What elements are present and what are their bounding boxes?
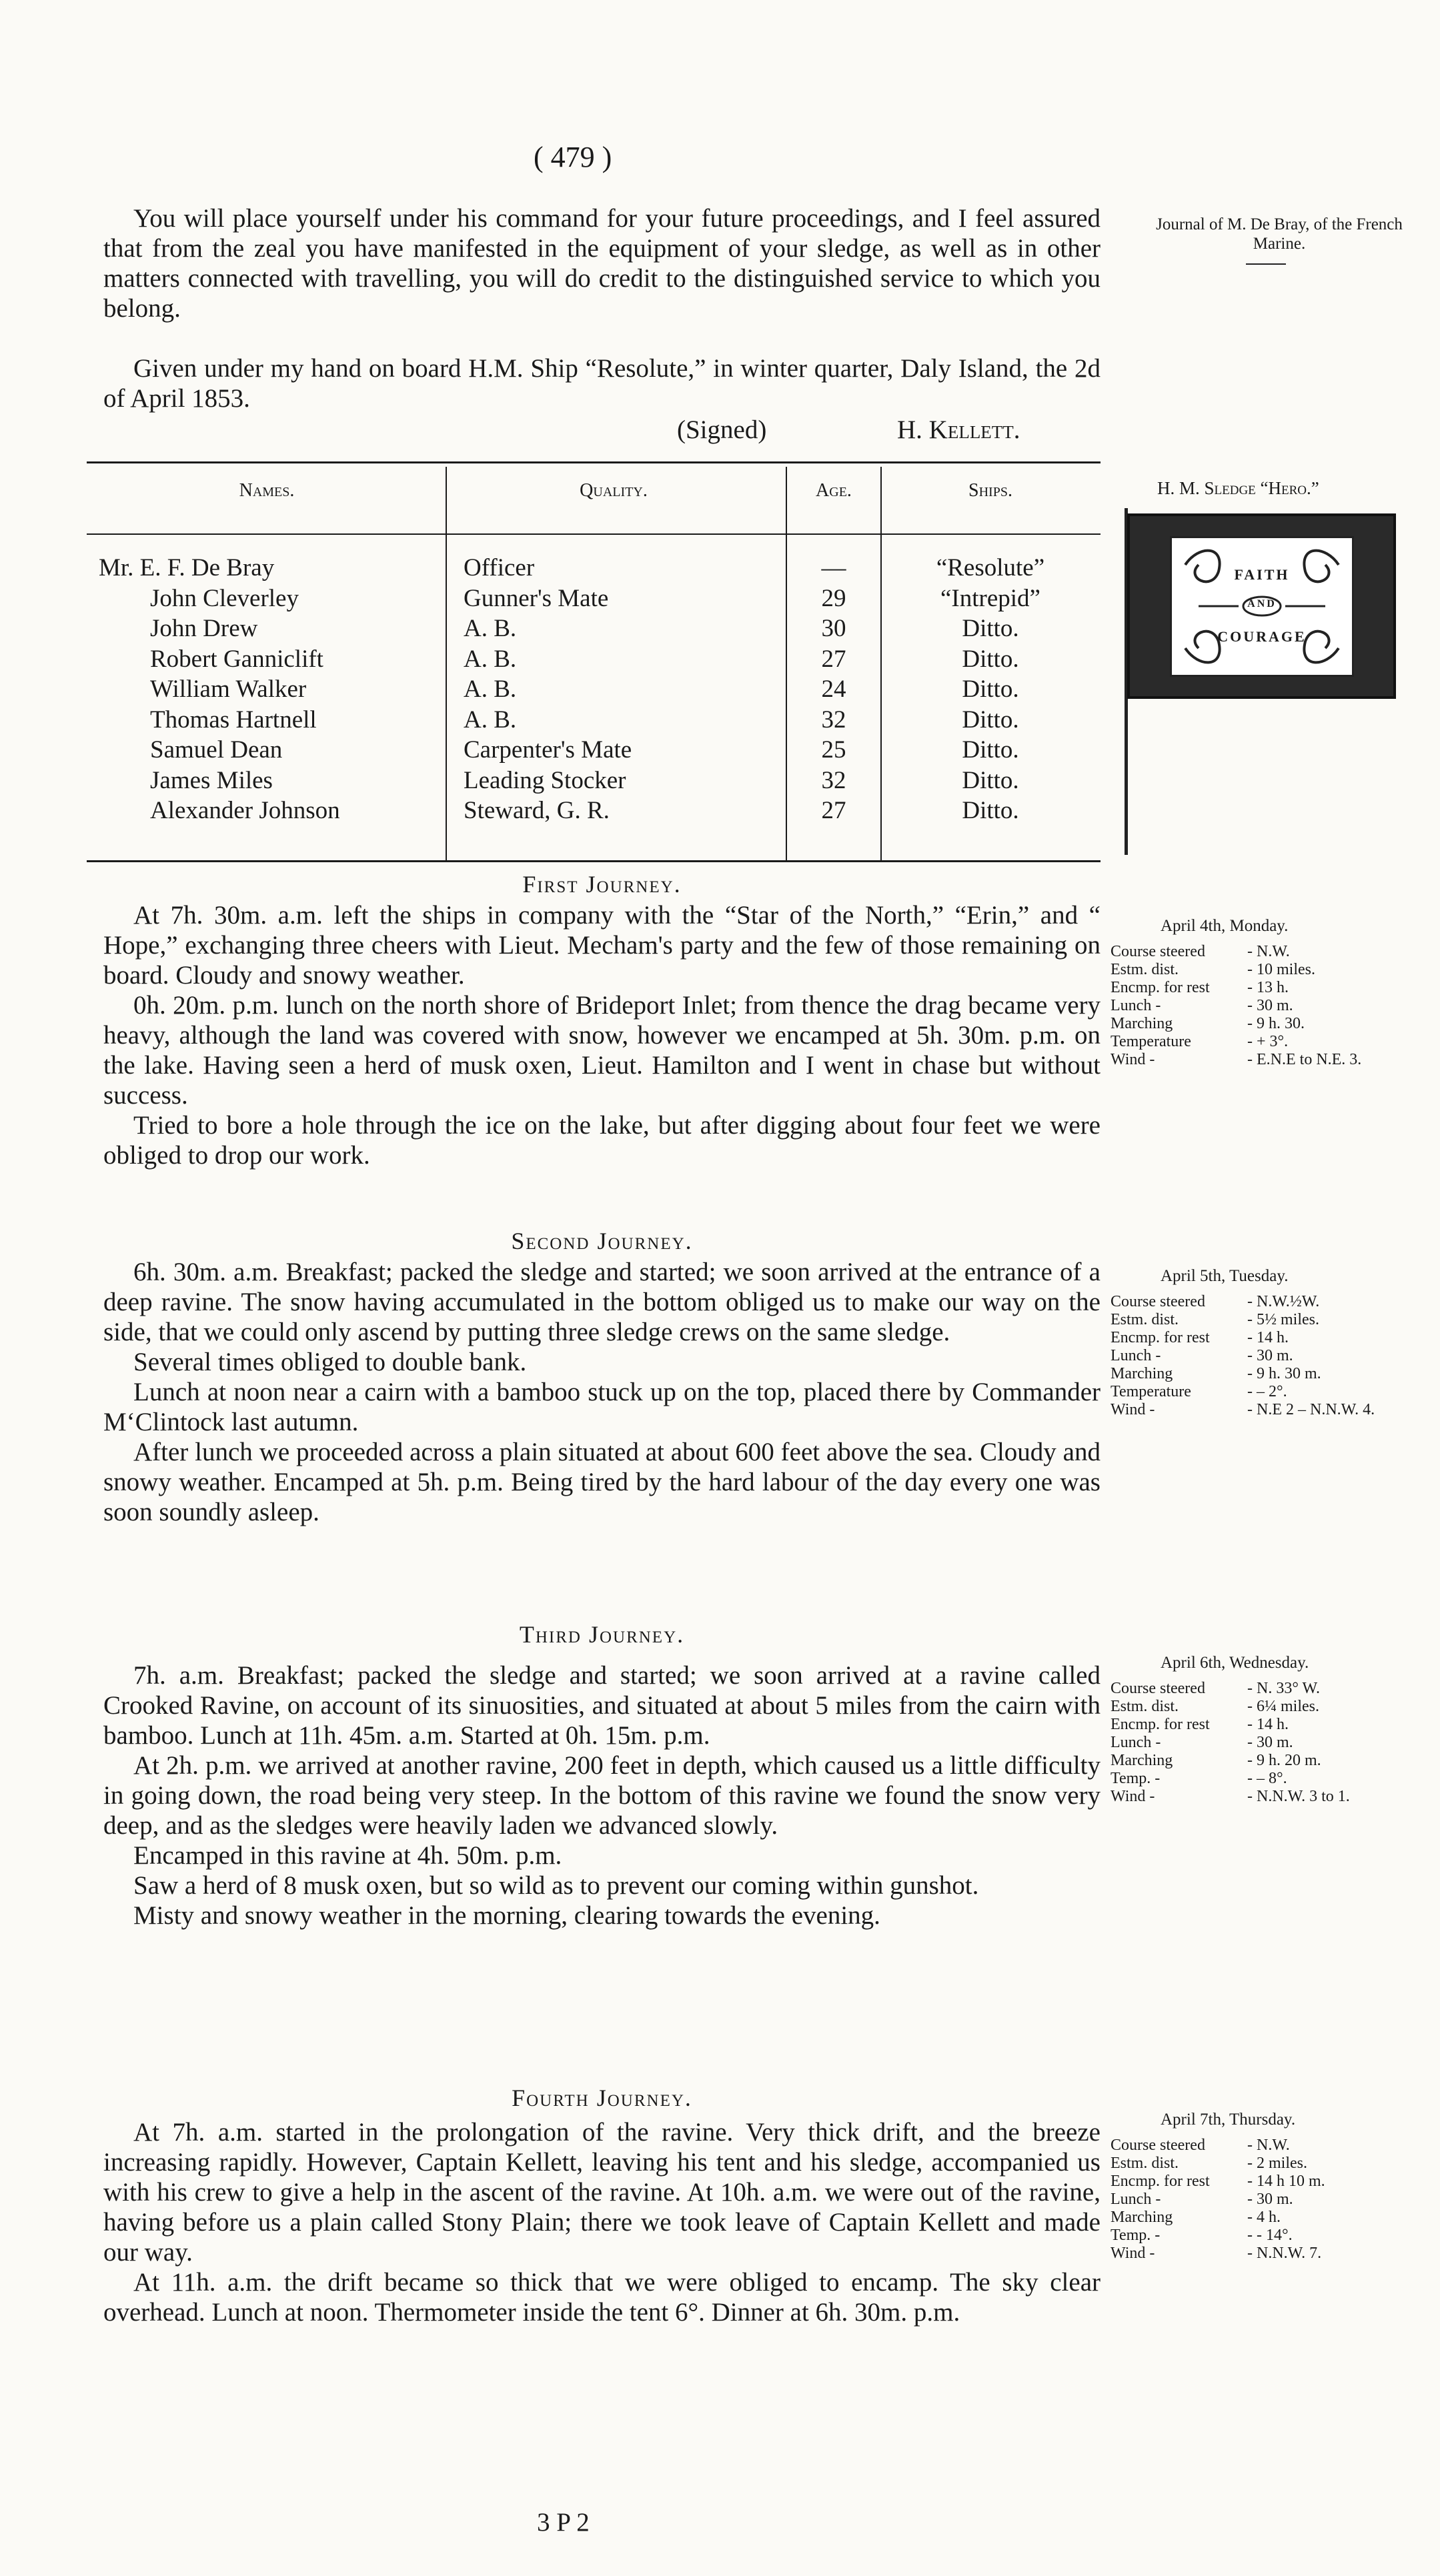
log-entry <box>1111 1365 1375 1383</box>
table-header-rule <box>87 533 1101 535</box>
log-entry-value: - 30 m. <box>1247 1347 1293 1364</box>
log-entry <box>1111 979 1361 997</box>
journey-2-para-3: Lunch at noon near a cairn with a bamboo stuck up on the top, placed there by Commander M‘Clintock last autumn. <box>103 1378 1101 1436</box>
col-header-names: Names. <box>239 480 295 501</box>
log-entry-value: - + 3°. <box>1247 1033 1289 1050</box>
crew-age: 30 <box>821 615 846 642</box>
log-entry-value: - 30 m. <box>1247 997 1293 1014</box>
margin-journal-title: Journal of M. De Bray, of the French Marine. <box>1156 215 1403 253</box>
log-entry-label: Course steered <box>1111 1680 1205 1697</box>
log-entry-label: Estm. dist. <box>1111 2155 1179 2172</box>
log-entry-label: Marching <box>1111 2209 1173 2226</box>
journey-3-para-3: Encamped in this ravine at 4h. 50m. p.m. <box>133 1841 562 1870</box>
journey-1-title: First Journey. <box>522 871 682 898</box>
journey-3-para-5: Misty and snowy weather in the morning, clearing towards the evening. <box>133 1901 880 1930</box>
log-entry-value: - 9 h. 30 m. <box>1247 1365 1321 1382</box>
signed-label: (Signed) <box>677 415 767 444</box>
log-entry <box>1111 2191 1325 2209</box>
log-entry-label: Temp. - <box>1111 2227 1161 2244</box>
log-entry <box>1111 1383 1375 1401</box>
log-entry-label: Lunch - <box>1111 2191 1161 2208</box>
sledge-label: H. M. Sledge “Hero.” <box>1157 478 1319 498</box>
log-entry <box>1111 1788 1350 1806</box>
log-date: April 4th, Monday. <box>1161 917 1289 935</box>
log-entry <box>1111 943 1361 961</box>
log-entry-value: - – 2°. <box>1247 1383 1287 1400</box>
journey-1-log <box>1111 917 1361 1069</box>
log-entry-value: - N.W. <box>1247 943 1290 960</box>
log-entry-value: - 14 h. <box>1247 1329 1289 1346</box>
log-date: April 7th, Thursday. <box>1161 2111 1296 2129</box>
journey-3-log <box>1111 1654 1350 1806</box>
log-entry <box>1111 2245 1325 2263</box>
journey-1-para-3: Tried to bore a hole through the ice on the lake, but after digging about four feet we were obliged to drop our work. <box>103 1111 1101 1170</box>
log-entry-value: - 5½ miles. <box>1247 1311 1319 1328</box>
log-entry <box>1111 1752 1350 1770</box>
log-entry <box>1111 1347 1375 1365</box>
log-entry-value: - 9 h. 20 m. <box>1247 1752 1321 1769</box>
flag-text-and: AND <box>1247 598 1277 609</box>
log-entry <box>1111 1311 1375 1329</box>
log-date: April 5th, Tuesday. <box>1161 1267 1289 1285</box>
crew-quality: A. B. <box>464 615 517 642</box>
log-entry <box>1111 1716 1350 1734</box>
log-entry <box>1111 997 1361 1015</box>
log-entry <box>1111 1051 1361 1069</box>
log-entry <box>1111 2173 1325 2191</box>
journey-2-para-4: After lunch we proceeded across a plain situated at about 600 feet above the sea. Cloudy and snowy weather. Encamped at 5h. p.m. Being tired by the hard labour of the day every one was soon soundly asleep. <box>103 1438 1101 1526</box>
intro-paragraph: You will place yourself under his command for your future proceedings, and I feel assured that from the zeal you have manifested in the equipment of your sledge, as well as in other matters connected with travelling, you will do credit to the distinguished service to which you belong. <box>103 204 1101 323</box>
journey-4-log <box>1111 2111 1325 2263</box>
journey-3-title: Third Journey. <box>519 1621 685 1648</box>
crew-quality: A. B. <box>464 706 517 734</box>
log-entry-value: - 2 miles. <box>1247 2155 1307 2172</box>
log-entry-value: - N. 33° W. <box>1247 1680 1320 1697</box>
crew-quality: Officer <box>464 554 535 581</box>
log-entry-value: - – 8°. <box>1247 1770 1287 1787</box>
log-entry-value: - 13 h. <box>1247 979 1289 996</box>
crew-name: William Walker <box>150 676 307 703</box>
log-entry-label: Course steered <box>1111 943 1205 960</box>
log-entry <box>1111 1734 1350 1752</box>
log-entry-value: - 14 h. <box>1247 1716 1289 1733</box>
log-entry <box>1111 1770 1350 1788</box>
log-entry <box>1111 1329 1375 1347</box>
signature-name: H. Kellett. <box>897 415 1020 444</box>
log-entry-label: Marching <box>1111 1365 1173 1382</box>
log-entry <box>1111 2137 1325 2155</box>
journey-3-para-4: Saw a herd of 8 musk oxen, but so wild as to prevent our coming within gunshot. <box>133 1871 979 1900</box>
crew-name: Alexander Johnson <box>150 797 340 824</box>
log-entry <box>1111 1293 1375 1311</box>
crew-quality: Leading Stocker <box>464 766 626 794</box>
journey-2-title: Second Journey. <box>511 1228 693 1254</box>
log-entry-label: Marching <box>1111 1752 1173 1769</box>
crew-ship: “Intrepid” <box>940 584 1040 612</box>
crew-name: John Cleverley <box>150 584 299 612</box>
log-entry <box>1111 2227 1325 2245</box>
crew-ship: Ditto. <box>962 706 1019 734</box>
crew-age: 27 <box>821 797 846 824</box>
flag-text-courage: COURAGE <box>1217 628 1307 645</box>
signature-mark: 3 P 2 <box>537 2508 590 2537</box>
crew-age: 29 <box>821 584 846 612</box>
journey-4-para-1: At 7h. a.m. started in the prolongation of the ravine. Very thick drift, and the breeze increasing rapidly. However, Captain Kellett, leaving his tent and his sledge, accompanied us with his crew to give a help in the ascent of the ravine. At 10h. a.m. we were out of the ravine, having before us a plain called Stony Plain; there we took leave of Captain Kellett and made our way. <box>103 2118 1101 2267</box>
table-bottom-rule <box>87 860 1101 862</box>
log-entry <box>1111 961 1361 979</box>
journey-2-body <box>103 1257 1101 1527</box>
log-entry-label: Temperature <box>1111 1033 1191 1050</box>
crew-age: — <box>821 554 846 581</box>
log-entry-value: - N.W. <box>1247 2137 1290 2154</box>
log-entry-label: Wind - <box>1111 2245 1155 2262</box>
log-entry <box>1111 1033 1361 1051</box>
log-entry-label: Course steered <box>1111 2137 1205 2154</box>
crew-name: Mr. E. F. De Bray <box>99 554 275 581</box>
crew-age: 27 <box>821 645 846 673</box>
log-entry-value: - N.N.W. 3 to 1. <box>1247 1788 1350 1805</box>
crew-age: 25 <box>821 736 846 764</box>
log-entry-label: Temperature <box>1111 1383 1191 1400</box>
crew-ship: Ditto. <box>962 766 1019 794</box>
journey-4-title: Fourth Journey. <box>512 2085 692 2111</box>
crew-quality: Gunner's Mate <box>464 584 609 612</box>
log-entry-label: Lunch - <box>1111 1347 1161 1364</box>
journey-1-body <box>103 900 1101 1170</box>
log-entry-value: - - 14°. <box>1247 2227 1293 2244</box>
log-entry-label: Wind - <box>1111 1051 1155 1068</box>
given-paragraph: Given under my hand on board H.M. Ship “Resolute,” in winter quarter, Daly Island, the 2d of April 1853. <box>103 354 1101 413</box>
crew-quality: Carpenter's Mate <box>464 736 632 764</box>
log-entry <box>1111 1698 1350 1716</box>
crew-age: 32 <box>821 766 846 794</box>
flag-panel <box>1170 536 1354 677</box>
log-entry-value: - 14 h 10 m. <box>1247 2173 1325 2190</box>
log-entry-label: Wind - <box>1111 1401 1155 1418</box>
crew-quality: Steward, G. R. <box>464 797 610 824</box>
log-entry-label: Encmp. for rest <box>1111 2173 1210 2190</box>
crew-age: 32 <box>821 706 846 734</box>
crew-ship: Ditto. <box>962 676 1019 703</box>
crew-ship: Ditto. <box>962 797 1019 824</box>
col-header-quality: Quality. <box>580 480 648 501</box>
log-entry-label: Lunch - <box>1111 997 1161 1014</box>
crew-age: 24 <box>821 676 846 703</box>
log-entry-value: - N.E 2 – N.N.W. 4. <box>1247 1401 1375 1418</box>
log-entry <box>1111 2209 1325 2227</box>
page-number: ( 479 ) <box>534 141 612 173</box>
log-entry-label: Lunch - <box>1111 1734 1161 1751</box>
col-header-age: Age. <box>816 480 852 501</box>
log-entry-label: Estm. dist. <box>1111 961 1179 978</box>
log-entry-label: Estm. dist. <box>1111 1311 1179 1328</box>
margin-title-rule <box>1246 263 1286 265</box>
log-entry-value: - N.N.W. 7. <box>1247 2245 1322 2262</box>
journey-2-para-2: Several times obliged to double bank. <box>133 1348 527 1376</box>
sledge-flag <box>1127 513 1396 699</box>
flag-text-faith: FAITH <box>1234 566 1290 583</box>
journey-4-para-2: At 11h. a.m. the drift became so thick that we were obliged to encamp. The sky clear overhead. Lunch at noon. Thermometer inside the tent 6°. Dinner at 6h. 30m. p.m. <box>103 2268 1101 2327</box>
crew-quality: A. B. <box>464 645 517 673</box>
journey-3-para-2: At 2h. p.m. we arrived at another ravine, 200 feet in depth, which caused us a little difficulty in going down, the road being very steep. In the bottom of this ravine we found the snow very deep, and as the sledges were heavily laden we advanced slowly. <box>103 1751 1101 1840</box>
table-top-rule <box>87 461 1101 463</box>
table-divider-3 <box>880 467 882 860</box>
log-entry-value: - 4 h. <box>1247 2209 1281 2226</box>
log-entry-label: Marching <box>1111 1015 1173 1032</box>
log-entry-value: - 9 h. 30. <box>1247 1015 1305 1032</box>
journey-1-para-2: 0h. 20m. p.m. lunch on the north shore of Brideport Inlet; from thence the drag became very heavy, although the land was covered with snow, however we encamped at 5h. 30m. p.m. on the lake. Having seen a herd of musk oxen, Lieut. Hamilton and I went in chase but without success. <box>103 991 1101 1110</box>
log-entry-value: - 30 m. <box>1247 2191 1293 2208</box>
log-entry-label: Course steered <box>1111 1293 1205 1310</box>
journey-1-para-1: At 7h. 30m. a.m. left the ships in company with the “Star of the North,” “Erin,” and “ Hope,” exchanging three cheers with Lieut. Mecham's party and the few of those remaining on board. Cloudy and snowy weather. <box>103 901 1101 990</box>
log-entry-label: Encmp. for rest <box>1111 1716 1210 1733</box>
crew-name: Robert Ganniclift <box>150 645 323 673</box>
log-entry-label: Wind - <box>1111 1788 1155 1805</box>
log-entry-value: - 6¼ miles. <box>1247 1698 1319 1715</box>
log-entry-label: Encmp. for rest <box>1111 1329 1210 1346</box>
crew-quality: A. B. <box>464 676 517 703</box>
crew-name: James Miles <box>150 766 273 794</box>
log-entry-label: Encmp. for rest <box>1111 979 1210 996</box>
log-entry-value: - E.N.E to N.E. 3. <box>1247 1051 1362 1068</box>
journey-2-log <box>1111 1267 1375 1419</box>
log-entry-value: - 30 m. <box>1247 1734 1293 1751</box>
log-date: April 6th, Wednesday. <box>1161 1654 1309 1672</box>
log-entry-value: - 10 miles. <box>1247 961 1315 978</box>
crew-name: John Drew <box>150 615 258 642</box>
crew-name: Thomas Hartnell <box>150 706 317 734</box>
crew-ship: Ditto. <box>962 615 1019 642</box>
log-entry-label: Estm. dist. <box>1111 1698 1179 1715</box>
log-entry <box>1111 2155 1325 2173</box>
crew-ship: Ditto. <box>962 645 1019 673</box>
journey-4-body <box>103 2117 1101 2327</box>
crew-ship: “Resolute” <box>936 554 1045 581</box>
journey-3-body <box>103 1660 1101 1930</box>
crew-ship: Ditto. <box>962 736 1019 764</box>
log-entry-value: - N.W.½W. <box>1247 1293 1320 1310</box>
col-header-ships: Ships. <box>968 480 1012 501</box>
log-entry-label: Temp. - <box>1111 1770 1161 1787</box>
log-entry <box>1111 1680 1350 1698</box>
journey-3-para-1: 7h. a.m. Breakfast; packed the sledge and started; we soon arrived at a ravine called Crooked Ravine, on account of its sinuosities, and situated at about 5 miles from the cairn with bamboo. Lunch at 11h. 45m. a.m. Started at 0h. 15m. p.m. <box>103 1661 1101 1750</box>
log-entry <box>1111 1401 1375 1419</box>
log-entry <box>1111 1015 1361 1033</box>
journey-2-para-1: 6h. 30m. a.m. Breakfast; packed the sledge and started; we soon arrived at the entrance of a deep ravine. The snow having accumulated in the bottom obliged us to make our way on the side, that we could only ascend by putting three sledge crews on the same sledge. <box>103 1258 1101 1346</box>
crew-name: Samuel Dean <box>150 736 283 764</box>
table-divider-1 <box>446 467 447 860</box>
